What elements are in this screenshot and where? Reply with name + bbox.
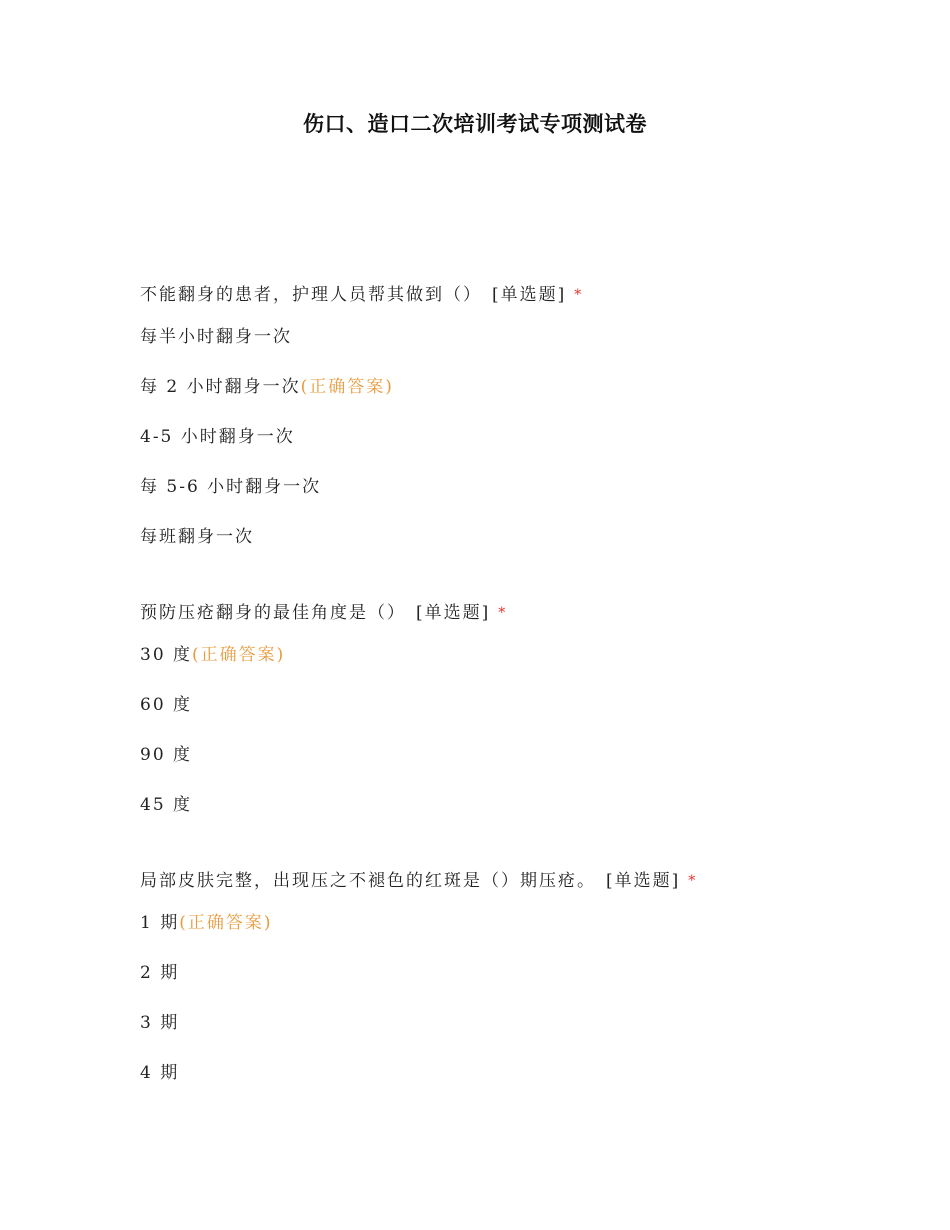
option-text: 30 度 bbox=[140, 645, 193, 665]
required-star-icon: * bbox=[498, 605, 508, 621]
option-item[interactable] bbox=[140, 793, 840, 817]
question-type: [单选题] bbox=[606, 871, 681, 891]
option-item[interactable] bbox=[140, 325, 840, 349]
option-item[interactable] bbox=[140, 525, 840, 549]
option-item[interactable] bbox=[140, 643, 840, 667]
option-item[interactable] bbox=[140, 743, 840, 767]
correct-answer-tag: (正确答案) bbox=[179, 913, 273, 933]
question-type: [单选题] bbox=[416, 603, 491, 623]
option-text: 每半小时翻身一次 bbox=[140, 327, 292, 347]
option-text: 90 度 bbox=[140, 745, 193, 765]
option-item[interactable] bbox=[140, 375, 840, 399]
option-list bbox=[140, 643, 840, 817]
option-text: 3 期 bbox=[140, 1013, 180, 1033]
option-list bbox=[140, 911, 840, 1085]
option-item[interactable] bbox=[140, 693, 840, 717]
question-2 bbox=[140, 601, 840, 817]
question-text bbox=[140, 283, 840, 307]
option-list bbox=[140, 325, 840, 549]
correct-answer-tag: (正确答案) bbox=[300, 377, 394, 397]
question-type: [单选题] bbox=[492, 285, 567, 305]
question-stem: 局部皮肤完整，出现压之不褪色的红斑是（）期压疮。 bbox=[140, 871, 596, 891]
option-item[interactable] bbox=[140, 1011, 840, 1035]
option-text: 4-5 小时翻身一次 bbox=[140, 427, 295, 447]
option-text: 每班翻身一次 bbox=[140, 527, 254, 547]
question-3 bbox=[140, 869, 840, 1085]
correct-answer-tag: (正确答案) bbox=[192, 645, 286, 665]
page-title: 伤口、造口二次培训考试专项测试卷 bbox=[303, 111, 647, 136]
option-text: 4 期 bbox=[140, 1063, 180, 1083]
option-item[interactable] bbox=[140, 1061, 840, 1085]
option-text: 60 度 bbox=[140, 695, 193, 715]
question-text bbox=[140, 869, 840, 893]
option-text: 1 期 bbox=[140, 913, 180, 933]
required-star-icon: * bbox=[688, 873, 698, 889]
option-text: 45 度 bbox=[140, 795, 193, 815]
option-item[interactable] bbox=[140, 475, 840, 499]
option-item[interactable] bbox=[140, 425, 840, 449]
required-star-icon: * bbox=[574, 287, 584, 303]
question-stem: 不能翻身的患者，护理人员帮其做到（） bbox=[140, 285, 482, 305]
option-item[interactable] bbox=[140, 961, 840, 985]
option-item[interactable] bbox=[140, 911, 840, 935]
option-text: 2 期 bbox=[140, 963, 180, 983]
question-text bbox=[140, 601, 840, 625]
question-stem: 预防压疮翻身的最佳角度是（） bbox=[140, 603, 406, 623]
question-1 bbox=[140, 283, 840, 549]
option-text: 每 5-6 小时翻身一次 bbox=[140, 477, 322, 497]
option-text: 每 2 小时翻身一次 bbox=[140, 377, 301, 397]
